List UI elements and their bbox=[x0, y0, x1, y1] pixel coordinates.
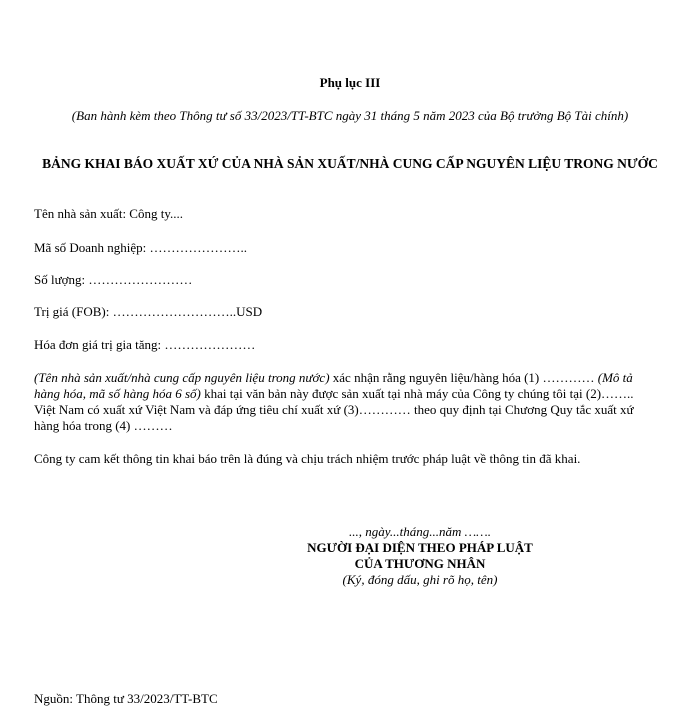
appendix-title: Phụ lục III bbox=[319, 75, 381, 90]
manufacturer-name-field: Tên nhà sản xuất: Công ty.... bbox=[34, 206, 183, 221]
issuance-note: (Ban hành kèm theo Thông tư số 33/2023/TT-BTC ngày 31 tháng 5 năm 2023 của Bộ trưởng Bộ Tài chính) bbox=[71, 108, 629, 123]
declaration-paragraph bbox=[34, 370, 634, 434]
signature-role bbox=[270, 540, 570, 572]
source-note: Nguồn: Thông tư 33/2023/TT-BTC bbox=[34, 691, 218, 706]
quantity-field: Số lượng: …………………… bbox=[34, 272, 193, 287]
declaration-text-1: xác nhận rằng nguyên liệu/hàng hóa (1) ………… bbox=[329, 370, 598, 385]
declaration-goods-placeholder: (Mô tả hàng hóa, mã số hàng hóa 6 số) bbox=[34, 370, 633, 401]
signature-role-line-2: CỦA THƯƠNG NHÂN bbox=[354, 556, 486, 571]
signature-note: (Ký, đóng dấu, ghi rõ họ, tên) bbox=[342, 572, 498, 587]
declaration-text-2: khai tại văn bản này được sản xuất tại nhà máy của Công ty chúng tôi tại (2)…….. Việt Nam có xuất xứ Việt Nam và đáp ứng tiêu chí xuất xứ (3)………… theo quy định tại Chương Quy tắc xuất xứ hàng hóa trong (4) ……… bbox=[34, 386, 634, 433]
form-heading: BẢNG KHAI BÁO XUẤT XỨ CỦA NHÀ SẢN XUẤT/NHÀ CUNG CẤP NGUYÊN LIỆU TRONG NƯỚC bbox=[42, 156, 658, 171]
commitment-statement: Công ty cam kết thông tin khai báo trên là đúng và chịu trách nhiệm trước pháp luật về thông tin đã khai. bbox=[34, 451, 581, 466]
fob-value-field: Trị giá (FOB): ………………………..USD bbox=[34, 304, 263, 319]
vat-invoice-field: Hóa đơn giá trị gia tăng: ………………… bbox=[34, 337, 256, 352]
declaration-supplier-placeholder: (Tên nhà sản xuất/nhà cung cấp nguyên liệu trong nước) bbox=[34, 370, 330, 385]
signature-role-line-1: NGƯỜI ĐẠI DIỆN THEO PHÁP LUẬT bbox=[307, 540, 533, 555]
signature-date-line: ..., ngày...tháng...năm ……. bbox=[349, 524, 491, 539]
enterprise-code-field: Mã số Doanh nghiệp: ………………….. bbox=[34, 240, 248, 255]
